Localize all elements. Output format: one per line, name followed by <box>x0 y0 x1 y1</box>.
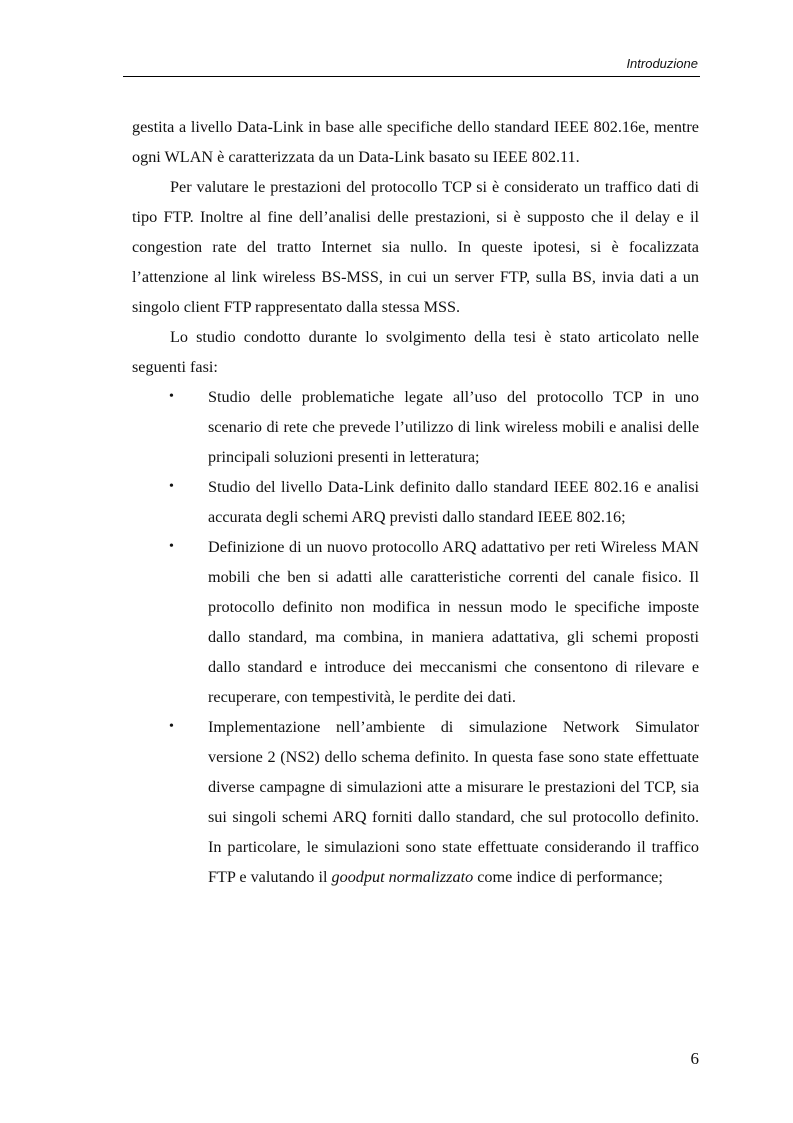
page-number: 6 <box>690 1049 699 1068</box>
list-item <box>132 472 699 532</box>
header-title: Introduzione <box>626 56 698 71</box>
bullet-icon: • <box>169 539 174 554</box>
emphasis-goodput: goodput normalizzato <box>331 868 474 886</box>
body-text <box>132 112 699 892</box>
running-header <box>123 54 700 77</box>
list-item-text: Implementazione nell’ambiente di simulazione Network Simulator versione 2 (NS2) dello schema definito. In questa fase sono state effettuate diverse campagne di simulazioni atte a misurare le prestazioni del TCP, sia sui singoli schemi ARQ forniti dallo standard, che sul protocollo definito. In particolare, le simulazioni sono state effettuate considerando il traffico FTP e valutando il <box>208 718 699 886</box>
list-item-text: Studio del livello Data-Link definito dallo standard IEEE 802.16 e analisi accurata degli schemi ARQ previsti dallo standard IEEE 802.16; <box>208 478 699 526</box>
list-item <box>132 532 699 712</box>
paragraph-1: gestita a livello Data-Link in base alle specifiche dello standard IEEE 802.16e, mentre ogni WLAN è caratterizzata da un Data-Link basato su IEEE 802.11. <box>132 118 699 166</box>
bullet-icon: • <box>169 479 174 494</box>
list-item <box>132 382 699 472</box>
paragraph-3: Lo studio condotto durante lo svolgimento della tesi è stato articolato nelle seguenti fasi: <box>132 328 699 376</box>
bullet-icon: • <box>169 719 174 734</box>
list-item-text-end: come indice di performance; <box>473 868 663 886</box>
bullet-icon: • <box>169 389 174 404</box>
list-item-text: Studio delle problematiche legate all’uso del protocollo TCP in uno scenario di rete che prevede l’utilizzo di link wireless mobili e analisi delle principali soluzioni presenti in letteratura; <box>208 388 699 466</box>
list-item <box>132 712 699 892</box>
paragraph-2: Per valutare le prestazioni del protocollo TCP si è considerato un traffico dati di tipo FTP. Inoltre al fine dell’analisi delle prestazioni, si è supposto che il delay e il congestion rate del tratto Internet sia nullo. In queste ipotesi, si è focalizzata l’attenzione al link wireless BS-MSS, in cui un server FTP, sulla BS, invia dati a un singolo client FTP rappresentato dalla stessa MSS. <box>132 178 699 316</box>
phase-list <box>132 382 699 892</box>
list-item-text: Definizione di un nuovo protocollo ARQ adattativo per reti Wireless MAN mobili che ben si adatti alle caratteristiche correnti del canale fisico. Il protocollo definito non modifica in nessun modo le specifiche imposte dallo standard, ma combina, in maniera adattativa, gli schemi proposti dallo standard e introduce dei meccanismi che consentono di rilevare e recuperare, con tempestività, le perdite dei dati. <box>208 538 699 706</box>
